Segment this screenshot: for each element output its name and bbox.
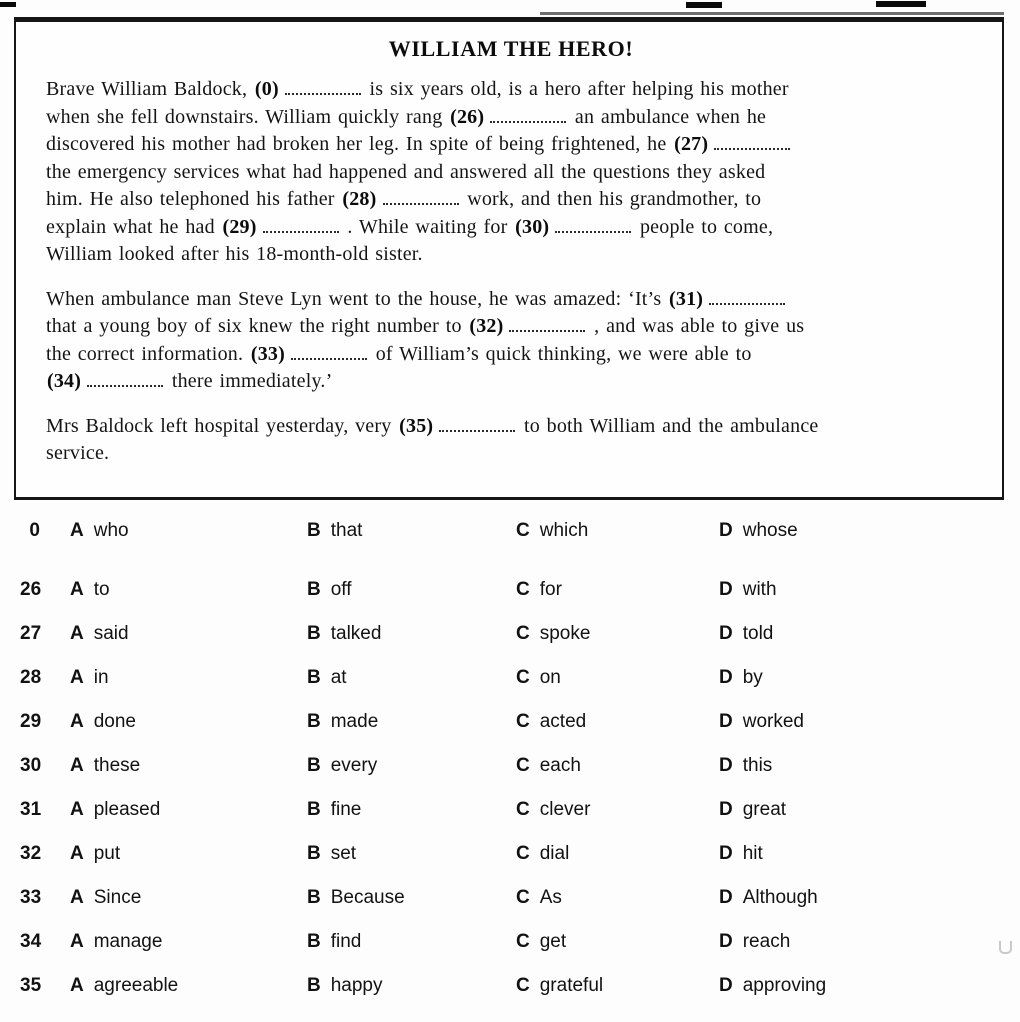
option-letter: C <box>516 520 530 541</box>
option-word: every <box>330 755 378 776</box>
option-word: each <box>539 755 581 776</box>
option-31-b[interactable] <box>307 799 516 821</box>
option-35-d[interactable] <box>719 975 1020 997</box>
option-word: clever <box>539 799 591 820</box>
gap-number-29: (29) <box>222 215 257 238</box>
passage-line: When ambulance man Steve Lyn went to the house, he was amazed: ‘It’s (31) <box>46 286 976 314</box>
passage-line: the emergency services what had happened and answered all the questions they asked <box>46 160 766 183</box>
passage-line: Mrs Baldock left hospital yesterday, very (35) to both William and the ambulance <box>46 414 819 437</box>
answer-blank-30[interactable] <box>555 219 631 233</box>
question-number: 32 <box>20 843 42 864</box>
passage-line: William looked after his 18-month-old sister. <box>46 243 423 265</box>
option-letter: B <box>307 579 321 600</box>
scan-artifact <box>540 12 1004 15</box>
option-30-d[interactable] <box>719 755 1020 777</box>
option-0-c[interactable] <box>516 520 719 542</box>
option-35-b[interactable] <box>307 975 516 997</box>
question-number: 35 <box>20 975 42 996</box>
option-27-d[interactable] <box>719 623 1020 645</box>
passage-line: service. <box>46 442 110 464</box>
option-letter: C <box>516 667 530 688</box>
answer-blank-29[interactable] <box>263 219 339 233</box>
option-word: done <box>93 711 137 732</box>
question-number: 34 <box>20 931 42 952</box>
option-letter: A <box>70 887 84 908</box>
option-word: Because <box>330 887 405 908</box>
option-word: told <box>742 623 774 644</box>
option-word: dial <box>539 843 570 864</box>
option-letter: B <box>307 623 321 644</box>
option-33-a[interactable] <box>70 887 307 909</box>
option-word: reach <box>742 931 791 952</box>
option-32-c[interactable] <box>516 843 719 865</box>
option-27-c[interactable] <box>516 623 719 645</box>
options-row-34 <box>0 920 1020 964</box>
option-letter: A <box>70 931 84 952</box>
question-number: 28 <box>20 667 42 688</box>
option-word: whose <box>742 520 798 541</box>
option-word: who <box>93 520 129 541</box>
question-number: 0 <box>29 520 40 541</box>
gap-number-30: (30) <box>515 215 550 238</box>
option-letter: D <box>719 755 733 776</box>
option-word: Since <box>93 887 142 908</box>
question-number: 29 <box>20 711 42 732</box>
option-word: these <box>93 755 141 776</box>
gap-number-0: (0) <box>254 78 279 100</box>
options-row-0 <box>0 509 1020 553</box>
passage-line: him. He also telephoned his father (28) work, and then his grandmother, to <box>46 188 762 210</box>
option-word: As <box>539 887 562 908</box>
option-word: fine <box>330 799 362 820</box>
option-letter: D <box>719 931 733 952</box>
option-letter: D <box>719 843 733 864</box>
option-27-b[interactable] <box>307 623 516 645</box>
option-word: great <box>742 799 787 820</box>
option-31-c[interactable] <box>516 799 719 821</box>
option-26-c[interactable] <box>516 579 719 601</box>
option-32-a[interactable] <box>70 843 307 865</box>
option-letter: C <box>516 975 530 996</box>
option-letter: C <box>516 931 530 952</box>
option-letter: D <box>719 799 733 820</box>
option-28-a[interactable] <box>70 667 307 689</box>
passage-line: (34) there immediately.’ <box>47 370 333 392</box>
answer-blank-28[interactable] <box>383 191 459 205</box>
option-letter: A <box>70 667 84 688</box>
option-27-a[interactable] <box>70 623 307 645</box>
option-letter: A <box>70 799 84 820</box>
option-28-c[interactable] <box>516 667 719 689</box>
option-letter: C <box>516 755 530 776</box>
option-letter: D <box>719 667 733 688</box>
passage-line: discovered his mother had broken her leg. In spite of being frightened, he (27) <box>46 131 976 159</box>
options-row-30 <box>0 744 1020 788</box>
option-word: agreeable <box>93 975 179 996</box>
option-29-c[interactable] <box>516 711 719 733</box>
option-word: worked <box>742 711 804 732</box>
option-letter: D <box>719 520 733 541</box>
option-30-c[interactable] <box>516 755 719 777</box>
option-letter: A <box>70 975 84 996</box>
passage-line: that a young boy of six knew the right number to (32) , and was able to give us <box>46 315 805 337</box>
option-32-b[interactable] <box>307 843 516 865</box>
gap-number-27: (27) <box>674 133 709 155</box>
option-word: manage <box>93 931 163 952</box>
option-word: with <box>742 579 777 600</box>
scan-artifact <box>0 2 16 7</box>
option-word: Although <box>742 887 818 908</box>
option-letter: D <box>719 579 733 600</box>
gap-number-31: (31) <box>669 287 704 310</box>
option-letter: A <box>70 755 84 776</box>
option-26-a[interactable] <box>70 579 307 601</box>
option-35-a[interactable] <box>70 975 307 997</box>
paragraph <box>46 413 976 468</box>
passage-line: the correct information. (33) of William’s quick thinking, we were able to <box>46 342 752 365</box>
option-35-c[interactable] <box>516 975 719 997</box>
option-31-a[interactable] <box>70 799 307 821</box>
option-letter: B <box>307 755 321 776</box>
option-word: find <box>330 931 362 952</box>
option-letter: B <box>307 887 321 908</box>
option-word: at <box>330 667 347 688</box>
option-letter: C <box>516 579 530 600</box>
option-letter: C <box>516 887 530 908</box>
option-word: for <box>539 579 562 600</box>
option-34-a[interactable] <box>70 931 307 953</box>
option-letter: B <box>307 799 321 820</box>
option-letter: D <box>719 975 733 996</box>
option-letter: B <box>307 711 321 732</box>
option-letter: D <box>719 623 733 644</box>
option-word: said <box>93 623 129 644</box>
option-letter: C <box>516 623 530 644</box>
answer-blank-35[interactable] <box>439 418 515 432</box>
answer-blank-33[interactable] <box>291 346 367 360</box>
option-0-a[interactable] <box>70 520 307 542</box>
options-table <box>0 509 1020 1008</box>
option-letter: B <box>307 667 321 688</box>
option-32-d[interactable] <box>719 843 1020 865</box>
option-30-b[interactable] <box>307 755 516 777</box>
option-29-d[interactable] <box>719 711 1020 733</box>
option-word: made <box>330 711 379 732</box>
gap-number-35: (35) <box>399 414 434 437</box>
options-row-32 <box>0 832 1020 876</box>
option-34-d[interactable] <box>719 931 1020 953</box>
option-28-d[interactable] <box>719 667 1020 689</box>
options-row-28 <box>0 656 1020 700</box>
option-word: off <box>330 579 352 600</box>
option-34-c[interactable] <box>516 931 719 953</box>
option-word: this <box>742 755 773 776</box>
option-word: happy <box>330 975 383 996</box>
paragraph <box>46 286 976 396</box>
scan-artifact <box>876 1 926 7</box>
option-0-d[interactable] <box>719 520 1020 542</box>
option-word: which <box>539 520 589 541</box>
option-word: by <box>742 667 763 688</box>
option-letter: C <box>516 711 530 732</box>
paragraph <box>46 76 976 269</box>
gap-number-32: (32) <box>469 315 504 337</box>
option-letter: A <box>70 623 84 644</box>
passage-title: WILLIAM THE HERO! <box>388 36 634 61</box>
option-word: to <box>93 579 110 600</box>
options-row-35 <box>0 964 1020 1008</box>
option-letter: B <box>307 520 321 541</box>
passage-paragraphs <box>46 76 976 468</box>
option-26-b[interactable] <box>307 579 516 601</box>
gap-number-26: (26) <box>450 105 485 128</box>
option-29-a[interactable] <box>70 711 307 733</box>
passage-box <box>14 17 1004 500</box>
option-word: in <box>93 667 109 688</box>
option-word: set <box>330 843 357 864</box>
option-letter: B <box>307 975 321 996</box>
option-word: spoke <box>539 623 591 644</box>
question-number: 31 <box>20 799 42 820</box>
scan-artifact <box>686 2 722 8</box>
options-row-31 <box>0 788 1020 832</box>
option-letter: D <box>719 887 733 908</box>
passage-line: when she fell downstairs. William quickly rang (26) an ambulance when he <box>46 105 767 128</box>
answer-blank-31[interactable] <box>709 291 785 305</box>
option-word: on <box>539 667 561 688</box>
option-letter: C <box>516 843 530 864</box>
option-33-d[interactable] <box>719 887 1020 909</box>
option-word: talked <box>330 623 382 644</box>
option-29-b[interactable] <box>307 711 516 733</box>
option-word: put <box>93 843 121 864</box>
answer-blank-27[interactable] <box>714 136 790 150</box>
options-row-27 <box>0 612 1020 656</box>
answer-blank-26[interactable] <box>490 109 566 123</box>
option-33-b[interactable] <box>307 887 516 909</box>
option-word: acted <box>539 711 587 732</box>
option-34-b[interactable] <box>307 931 516 953</box>
options-row-29 <box>0 700 1020 744</box>
question-number: 26 <box>20 579 42 600</box>
option-letter: B <box>307 931 321 952</box>
option-letter: D <box>719 711 733 732</box>
question-number: 27 <box>20 623 42 644</box>
option-word: pleased <box>93 799 161 820</box>
question-number: 33 <box>20 887 42 908</box>
option-26-d[interactable] <box>719 579 1020 601</box>
option-30-a[interactable] <box>70 755 307 777</box>
option-word: that <box>330 520 363 541</box>
option-31-d[interactable] <box>719 799 1020 821</box>
answer-blank-34[interactable] <box>87 373 163 387</box>
option-word: hit <box>742 843 763 864</box>
option-letter: A <box>70 579 84 600</box>
option-word: get <box>539 931 567 952</box>
option-word: approving <box>742 975 827 996</box>
passage-line: Brave William Baldock, (0) is six years old, is a hero after helping his mother <box>46 78 789 100</box>
gap-number-33: (33) <box>250 342 285 365</box>
option-letter: A <box>70 711 84 732</box>
option-33-c[interactable] <box>516 887 719 909</box>
option-letter: A <box>70 843 84 864</box>
options-row-26 <box>0 568 1020 612</box>
options-row-33 <box>0 876 1020 920</box>
option-word: grateful <box>539 975 604 996</box>
question-number: 30 <box>20 755 42 776</box>
option-28-b[interactable] <box>307 667 516 689</box>
option-0-b[interactable] <box>307 520 516 542</box>
answer-blank-32[interactable] <box>509 318 585 332</box>
passage-line: explain what he had (29) . While waiting for (30) people to come, <box>46 215 774 238</box>
option-letter: B <box>307 843 321 864</box>
answer-blank-0[interactable] <box>285 81 361 95</box>
gap-number-34: (34) <box>47 370 82 392</box>
gap-number-28: (28) <box>342 188 377 210</box>
option-letter: C <box>516 799 530 820</box>
option-letter: A <box>70 520 84 541</box>
